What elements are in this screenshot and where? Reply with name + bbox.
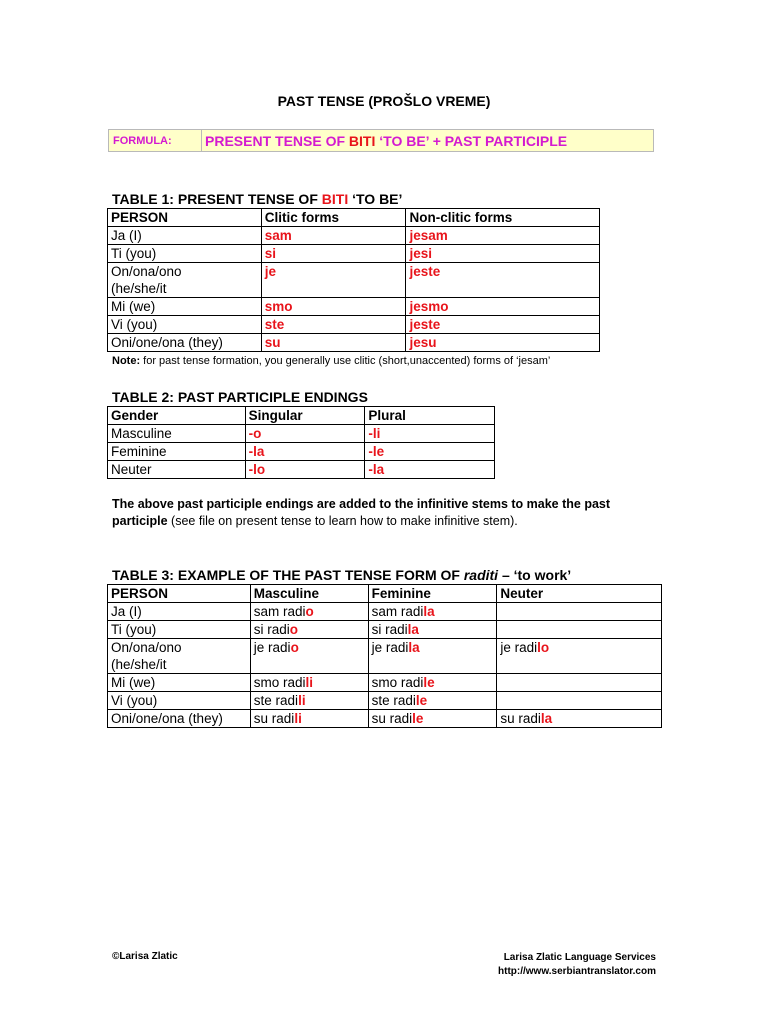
feminine-cell — [368, 692, 497, 710]
masculine-cell — [250, 674, 368, 692]
stem-text: su radi — [371, 711, 413, 726]
plural-cell: -la — [365, 461, 495, 479]
person-cell: Ti (you) — [108, 621, 251, 639]
plural-cell: -li — [365, 425, 495, 443]
person-cell: Mi (we) — [108, 674, 251, 692]
feminine-cell — [368, 674, 497, 692]
masculine-cell — [250, 639, 368, 674]
nonclitic-cell: jeste — [406, 316, 600, 334]
neuter-cell — [497, 674, 662, 692]
neuter-cell — [497, 621, 662, 639]
table1-heading-part2: ‘TO BE’ — [348, 191, 403, 207]
table-row — [108, 603, 662, 621]
table1-heading-biti: BITI — [321, 191, 349, 207]
note-label: Note: — [112, 355, 141, 367]
ending-text: la — [540, 711, 553, 726]
ending-text: le — [415, 693, 428, 708]
masculine-cell — [250, 621, 368, 639]
singular-cell: -la — [245, 443, 365, 461]
formula-text — [202, 130, 653, 151]
table-row — [108, 227, 600, 245]
ending-text: la — [423, 604, 435, 619]
table1-note — [112, 355, 550, 367]
table3-heading-part1: TABLE 3: EXAMPLE OF THE PAST TENSE FORM OF — [112, 567, 464, 583]
person-cell — [108, 639, 251, 674]
table-row — [108, 298, 600, 316]
table3-heading-part2: – ‘to work’ — [498, 567, 572, 583]
footer-website: http://www.serbiantranslator.com — [498, 966, 656, 977]
table-row — [108, 263, 600, 298]
ending-text: o — [305, 604, 314, 619]
table1-heading — [112, 191, 402, 207]
table3-heading — [112, 567, 571, 583]
footer-company — [498, 951, 656, 979]
stem-text: smo radi — [371, 675, 424, 690]
stem-text: ste radi — [371, 693, 416, 708]
column-header: PERSON — [108, 209, 262, 227]
column-header: Feminine — [368, 585, 497, 603]
nonclitic-cell: jesu — [406, 334, 600, 352]
table-row — [108, 245, 600, 263]
table-row — [108, 674, 662, 692]
stem-text: sam radi — [371, 604, 424, 619]
note-text: for past tense formation, you generally use clitic (short,unaccented) forms of ‘jesam’ — [140, 355, 551, 367]
neuter-cell — [497, 603, 662, 621]
table-row — [108, 425, 495, 443]
nonclitic-cell: jesi — [406, 245, 600, 263]
ending-text: la — [408, 640, 420, 655]
table-row — [108, 621, 662, 639]
feminine-cell — [368, 639, 497, 674]
table-row — [108, 407, 495, 425]
page-title: PAST TENSE (PROŠLO VREME) — [277, 93, 491, 109]
person-line1: On/ona/ono — [111, 640, 182, 655]
ending-text: li — [298, 693, 306, 708]
table1-heading-part1: TABLE 1: PRESENT TENSE OF — [112, 191, 322, 207]
column-header: Masculine — [250, 585, 368, 603]
table-row — [108, 443, 495, 461]
stem-text: je radi — [500, 640, 538, 655]
neuter-cell — [497, 639, 662, 674]
ending-text: le — [412, 711, 424, 726]
column-header: PERSON — [108, 585, 251, 603]
column-header: Non-clitic forms — [406, 209, 600, 227]
person-cell: Vi (you) — [108, 316, 262, 334]
stem-text: ste radi — [253, 693, 299, 708]
column-header: Singular — [245, 407, 365, 425]
stem-text: je radi — [253, 640, 291, 655]
person-cell — [108, 263, 262, 298]
table2-heading: TABLE 2: PAST PARTICIPLE ENDINGS — [112, 389, 368, 405]
nonclitic-cell: jeste — [406, 263, 600, 298]
person-cell: Oni/one/ona (they) — [108, 710, 251, 728]
table-row — [108, 461, 495, 479]
formula-box — [108, 129, 654, 152]
column-header: Plural — [365, 407, 495, 425]
table3-heading-verb: raditi — [463, 567, 499, 583]
stem-text: su radi — [500, 711, 541, 726]
person-line1: On/ona/ono — [111, 264, 182, 279]
table-row — [108, 710, 662, 728]
ending-text: li — [305, 675, 314, 690]
neuter-cell — [497, 692, 662, 710]
clitic-cell: je — [261, 263, 406, 298]
clitic-cell: su — [261, 334, 406, 352]
stem-text: si radi — [371, 622, 408, 637]
formula-label: FORMULA: — [109, 130, 202, 151]
masculine-cell — [250, 603, 368, 621]
person-line2: (he/she/it — [111, 657, 167, 672]
gender-cell: Feminine — [108, 443, 246, 461]
person-cell: Ja (I) — [108, 227, 262, 245]
column-header: Clitic forms — [261, 209, 406, 227]
table-row — [108, 692, 662, 710]
paragraph-normal: (see file on present tense to learn how to make infinitive stem). — [167, 514, 518, 528]
feminine-cell — [368, 621, 497, 639]
ending-text: li — [294, 711, 302, 726]
person-cell: Ja (I) — [108, 603, 251, 621]
stem-text: sam radi — [253, 604, 306, 619]
table2 — [107, 406, 495, 479]
person-cell: Vi (you) — [108, 692, 251, 710]
neuter-cell — [497, 710, 662, 728]
clitic-cell: ste — [261, 316, 406, 334]
table1 — [107, 208, 600, 352]
gender-cell: Masculine — [108, 425, 246, 443]
footer-company-name: Larisa Zlatic Language Services — [503, 952, 656, 963]
column-header: Neuter — [497, 585, 662, 603]
ending-text: o — [290, 640, 299, 655]
explanation-paragraph — [112, 496, 652, 530]
person-cell: Mi (we) — [108, 298, 262, 316]
nonclitic-cell: jesmo — [406, 298, 600, 316]
formula-text-part1: PRESENT TENSE OF — [205, 133, 349, 149]
plural-cell: -le — [365, 443, 495, 461]
table-row — [108, 334, 600, 352]
stem-text: smo radi — [253, 675, 306, 690]
ending-text: la — [407, 622, 419, 637]
clitic-cell: sam — [261, 227, 406, 245]
stem-text: si radi — [253, 622, 290, 637]
nonclitic-cell: jesam — [406, 227, 600, 245]
table-row — [108, 209, 600, 227]
person-cell: Oni/one/ona (they) — [108, 334, 262, 352]
ending-text: lo — [537, 640, 550, 655]
singular-cell: -lo — [245, 461, 365, 479]
table-row — [108, 639, 662, 674]
ending-text: o — [289, 622, 299, 637]
formula-text-part2: ‘TO BE’ + PAST PARTICIPLE — [375, 133, 568, 149]
masculine-cell — [250, 692, 368, 710]
footer-copyright: ©Larisa Zlatic — [112, 951, 178, 962]
masculine-cell — [250, 710, 368, 728]
stem-text: je radi — [371, 640, 409, 655]
clitic-cell: si — [261, 245, 406, 263]
formula-text-biti: BITI — [348, 133, 376, 149]
table3 — [107, 584, 662, 728]
gender-cell: Neuter — [108, 461, 246, 479]
clitic-cell: smo — [261, 298, 406, 316]
feminine-cell — [368, 603, 497, 621]
feminine-cell — [368, 710, 497, 728]
stem-text: su radi — [253, 711, 295, 726]
person-cell: Ti (you) — [108, 245, 262, 263]
table-row — [108, 585, 662, 603]
ending-text: le — [423, 675, 435, 690]
person-line2: (he/she/it — [111, 281, 167, 296]
table-row — [108, 316, 600, 334]
singular-cell: -o — [245, 425, 365, 443]
column-header: Gender — [108, 407, 246, 425]
paragraph-bold: The above past participle endings are added to the infinitive stems to make the past participle — [112, 497, 611, 528]
